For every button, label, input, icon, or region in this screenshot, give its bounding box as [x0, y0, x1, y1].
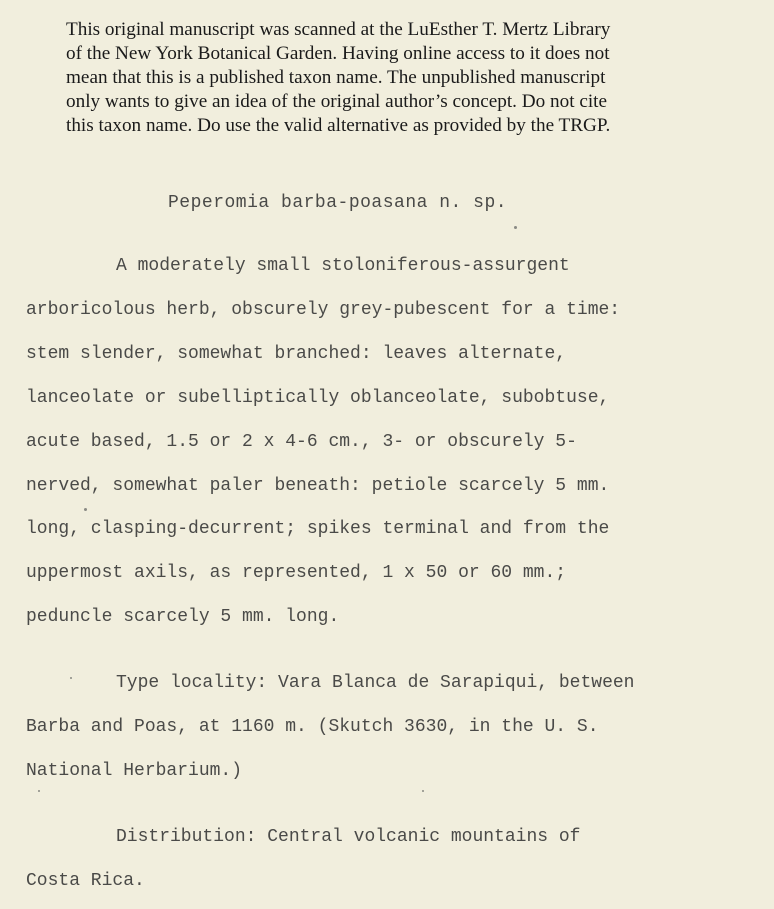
notice-line: of the New York Botanical Garden. Having online access to it does not [66, 43, 610, 64]
description-line [0, 388, 774, 414]
species-title-text: Peperomia barba-poasana n. sp. [168, 193, 508, 213]
species-title [0, 193, 774, 217]
type-locality-line [0, 673, 774, 699]
description-line-text: nerved, somewhat paler beneath: petiole scarcely 5 mm. [26, 476, 610, 496]
description-line [0, 300, 774, 326]
distribution-line-text: Costa Rica. [26, 871, 145, 891]
notice-line: mean that this is a published taxon name. The unpublished manuscript [66, 67, 606, 88]
description-line-text: long, clasping-decurrent; spikes terminal and from the [26, 519, 610, 539]
type-locality-line-text: Barba and Poas, at 1160 m. (Skutch 3630, in the U. S. [26, 717, 599, 737]
description-line-text: acute based, 1.5 or 2 x 4-6 cm., 3- or obscurely 5- [26, 432, 577, 452]
type-locality-line [0, 717, 774, 743]
notice-line: this taxon name. Do use the valid alternative as provided by the TRGP. [66, 115, 611, 136]
description-line [0, 432, 774, 458]
type-locality-line-text: National Herbarium.) [26, 761, 243, 781]
paper-speck [422, 790, 424, 792]
description-line [0, 256, 774, 282]
description-line [0, 607, 774, 633]
paper-speck [514, 226, 517, 229]
distribution-line-text: Distribution: Central volcanic mountains of [116, 827, 581, 847]
type-locality-line [0, 761, 774, 787]
description-line-text: stem slender, somewhat branched: leaves alternate, [26, 344, 567, 364]
description-line [0, 476, 774, 502]
description-line-text: A moderately small stoloniferous-assurgent [116, 256, 570, 276]
description-line-text: arboricolous herb, obscurely grey-pubescent for a time: [26, 300, 621, 320]
description-line [0, 519, 774, 545]
description-line [0, 563, 774, 589]
distribution-line [0, 871, 774, 897]
paper-speck [38, 790, 40, 792]
description-line-text: lanceolate or subelliptically oblanceolate, subobtuse, [26, 388, 610, 408]
description-line-text: peduncle scarcely 5 mm. long. [26, 607, 340, 627]
type-locality-line-text: Type locality: Vara Blanca de Sarapiqui, between [116, 673, 635, 693]
notice-line: This original manuscript was scanned at the LuEsther T. Mertz Library [66, 19, 611, 40]
copyright-notice [66, 18, 756, 138]
description-line-text: uppermost axils, as represented, 1 x 50 or 60 mm.; [26, 563, 567, 583]
notice-line: only wants to give an idea of the original author’s concept. Do not cite [66, 91, 608, 112]
paper-speck [70, 677, 72, 679]
description-line [0, 344, 774, 370]
distribution-line [0, 827, 774, 853]
paper-speck [84, 508, 87, 511]
